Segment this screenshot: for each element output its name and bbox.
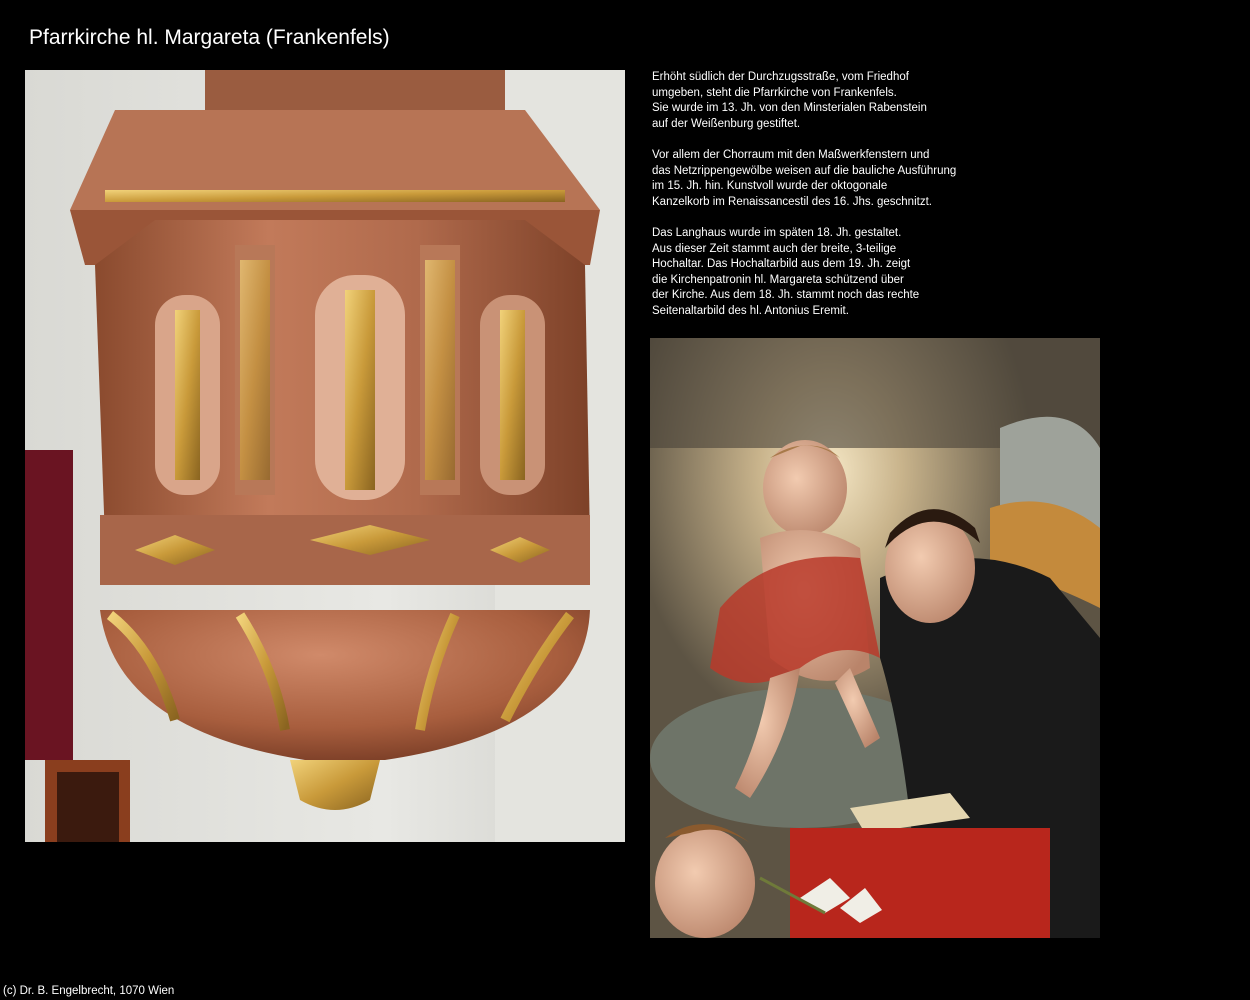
- description-paragraph: [652, 148, 1092, 210]
- description-paragraph: [652, 70, 1092, 132]
- description-line: der Kirche. Aus dem 18. Jh. stammt noch das rechte: [652, 289, 920, 302]
- description-line: Seitenaltarbild des hl. Antonius Eremit.: [652, 304, 849, 317]
- altar-painting-photo: [650, 338, 1100, 938]
- pulpit-illustration: [25, 70, 625, 842]
- description-line: im 15. Jh. hin. Kunstvoll wurde der oktogonale: [652, 180, 888, 193]
- painting-illustration: [650, 338, 1100, 938]
- description-line: Aus dieser Zeit stammt auch der breite, 3-teilige: [652, 242, 897, 255]
- description-line: Hochaltar. Das Hochaltarbild aus dem 19. Jh. zeigt: [652, 258, 911, 271]
- description-paragraph: [652, 226, 1092, 320]
- description-line: die Kirchenpatronin hl. Margareta schützend über: [652, 273, 904, 286]
- copyright-footer: (c) Dr. B. Engelbrecht, 1070 Wien: [3, 985, 175, 997]
- description-line: Vor allem der Chorraum mit den Maßwerkfenstern und: [652, 148, 930, 161]
- description-line: Das Langhaus wurde im späten 18. Jh. gestaltet.: [652, 226, 902, 239]
- page-title: Pfarrkirche hl. Margareta (Frankenfels): [29, 26, 390, 49]
- description-line: Kanzelkorb im Renaissancestil des 16. Jhs. geschnitzt.: [652, 195, 932, 208]
- description-line: das Netzrippengewölbe weisen auf die bauliche Ausführung: [652, 164, 957, 177]
- description-line: Sie wurde im 13. Jh. von den Minsterialen Rabenstein: [652, 102, 927, 115]
- description-line: Erhöht südlich der Durchzugsstraße, vom Friedhof: [652, 71, 909, 83]
- description-line: umgeben, steht die Pfarrkirche von Frankenfels.: [652, 86, 897, 99]
- description-text: [652, 70, 1092, 335]
- description-line: auf der Weißenburg gestiftet.: [652, 117, 801, 130]
- pulpit-photo: [25, 70, 625, 842]
